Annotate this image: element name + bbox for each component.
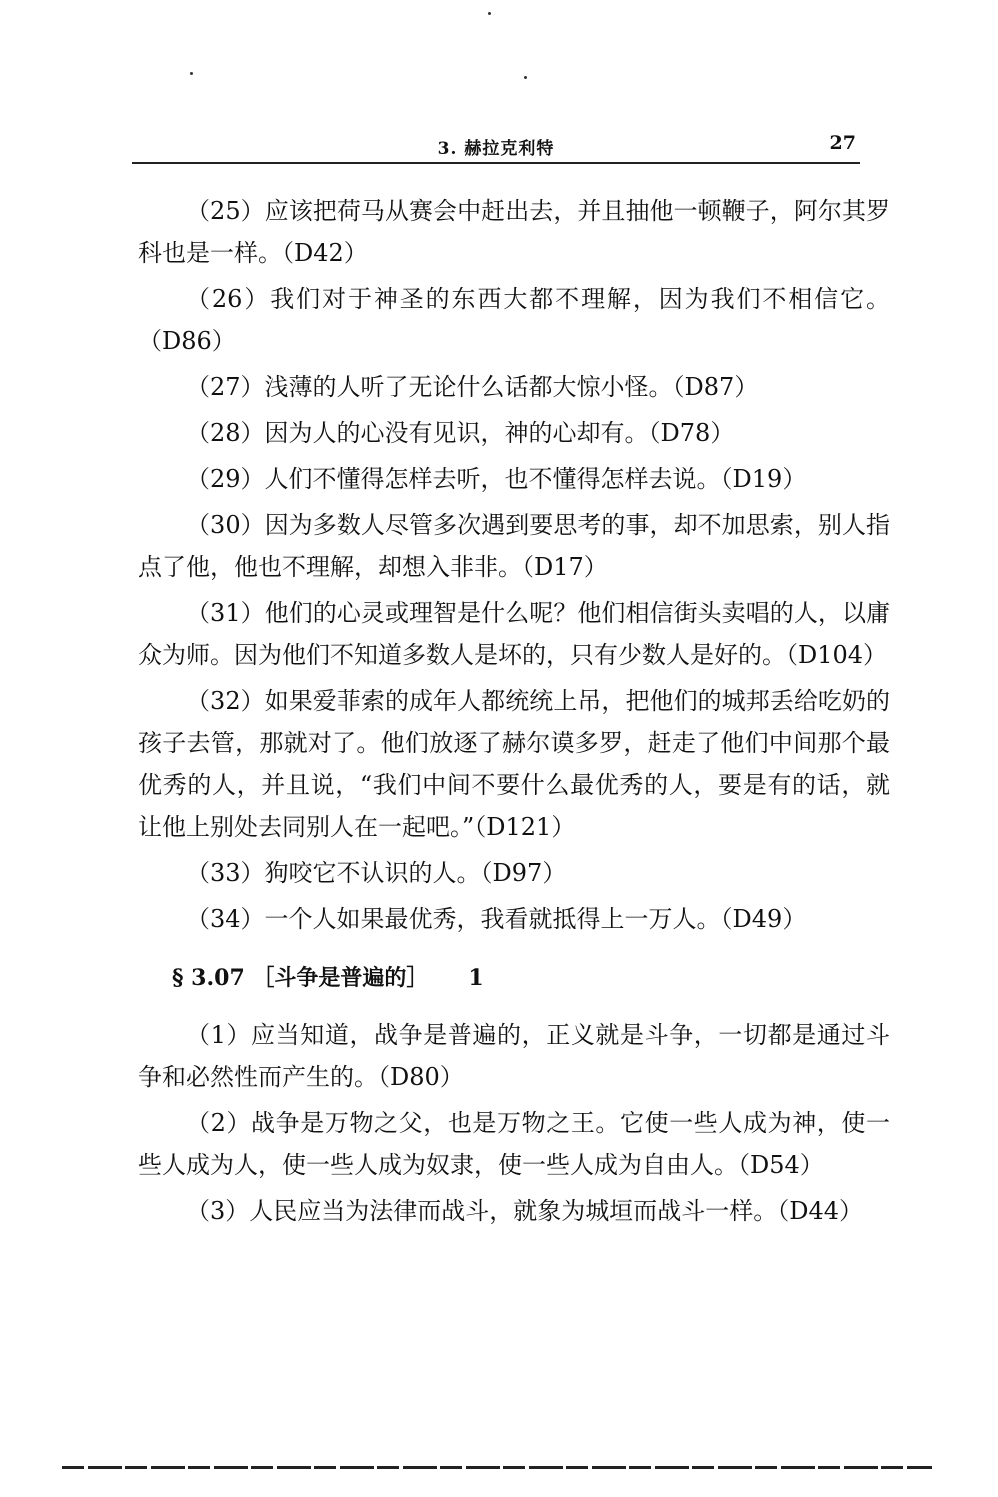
scan-speck [488,12,491,15]
page-number: 27 [829,132,856,154]
section-label: § 3.07 ［斗争是普遍的］ [172,965,429,991]
fragment-paragraph: （2）战争是万物之父，也是万物之王。它使一些人成为神，使一些人成为人，使一些人成为奴隶，使一些人成为自由人。（D54） [138,1109,890,1179]
section-heading [172,958,890,998]
fragment-paragraph: （32）如果爱菲索的成年人都统统上吊，把他们的城邦丢给吃奶的孩子去管，那就对了。他们放逐了赫尔谟多罗，赶走了他们中间那个最优秀的人，并且说，“我们中间不要什么最优秀的人，要是有的话，就让他上别处去同别人在一起吧。”（D121） [138,687,890,841]
fragment-paragraph: （27）浅薄的人听了无论什么话都大惊小怪。（D87） [186,373,759,401]
fragment-paragraph: （25）应该把荷马从赛会中赶出去，并且抽他一顿鞭子，阿尔其罗科也是一样。（D42） [138,197,890,267]
running-header [132,128,860,164]
fragment-paragraph: （29）人们不懂得怎样去听，也不懂得怎样去说。（D19） [186,465,807,493]
scan-speck [524,76,527,79]
page-body [138,190,890,1236]
fragment-paragraph: （26）我们对于神圣的东西大都不理解，因为我们不相信它。（D86） [138,285,890,355]
fragment-paragraph: （3）人民应当为法律而战斗，就象为城垣而战斗一样。（D44） [186,1197,864,1225]
fragment-paragraph: （1）应当知道，战争是普遍的，正义就是斗争，一切都是通过斗争和必然性而产生的。（D80） [138,1021,890,1091]
page-bottom-rule [62,1466,932,1469]
chapter-title: 3. 赫拉克利特 [437,139,555,159]
fragment-paragraph: （31）他们的心灵或理智是什么呢？他们相信街头卖唱的人，以庸众为师。因为他们不知道多数人是坏的，只有少数人是好的。（D104） [138,599,890,669]
fragment-paragraph: （28）因为人的心没有见识，神的心却有。（D78） [186,419,735,447]
fragment-paragraph: （33）狗咬它不认识的人。（D97） [186,859,567,887]
scan-speck [190,72,193,75]
section-number: 1 [468,965,484,991]
fragment-paragraph: （30）因为多数人尽管多次遇到要思考的事，却不加思索，别人指点了他，他也不理解，却想入非非。（D17） [138,511,890,581]
fragment-paragraph: （34）一个人如果最优秀，我看就抵得上一万人。（D49） [186,905,807,933]
